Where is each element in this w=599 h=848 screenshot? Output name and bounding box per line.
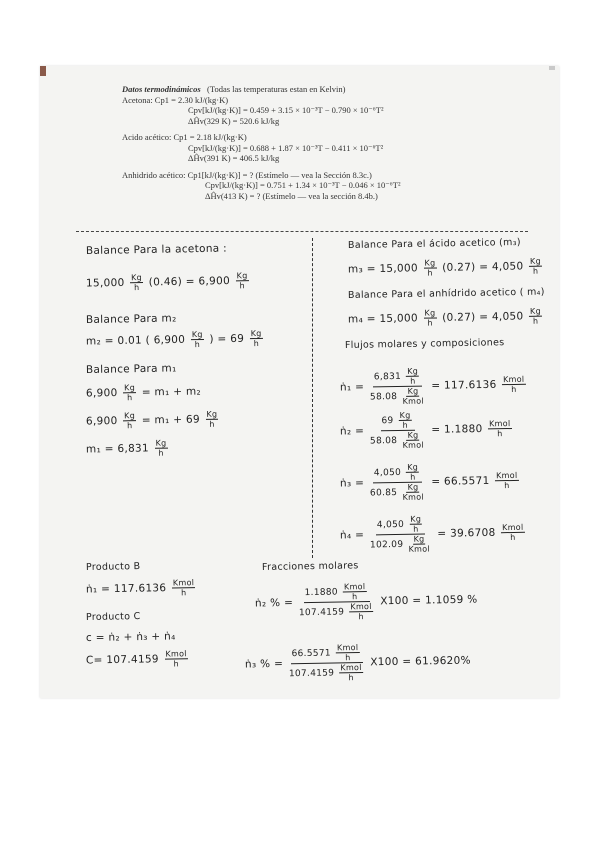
m1-title: Balance Para m₁: [85, 362, 177, 376]
m2-eq: m₂ = 0.01 ( 6,900 $\frac{Kg}{h}$ ) = 69 $\frac{Kg}{h}$: [85, 328, 262, 350]
paper-corner-mark-right: [549, 66, 555, 70]
producto-b-title: Producto B: [85, 561, 141, 573]
column-divider: [312, 238, 313, 558]
n2-pct-eq: ṅ₂ % = 1.1880 $\frac{\text{Kmol}}{h}$ 107.4159 $\frac{\text{Kmol}}{h}$ X100 = 1.1059 %: [254, 582, 478, 622]
producto-c-eq1: c = ṅ₂ + ṅ₃ + ṅ₄: [85, 630, 176, 644]
m1-eq1: 6,900 $\frac{Kg}{h}$ = m₁ + m₂: [85, 383, 202, 403]
acido-cp: Acido acético: Cp1 = 2.18 kJ/(kg·K): [122, 132, 247, 142]
anhidrido-hv: ΔĤv(413 K) = ? (Estímelo — vea la sección 8.4b.): [205, 190, 378, 201]
acido-balance-title: Balance Para el ácido acetico (m₃): [347, 236, 521, 251]
acetona-cpv: Cpv[kJ/(kg·K)] = 0.459 + 3.15 × 10⁻³T − 0.790 × 10⁻⁶T²: [188, 105, 384, 115]
balance-acetona-eq: 15,000 $\frac{Kg}{h}$ (0.46) = 6,900 $\frac{Kg}{h}$: [85, 271, 248, 293]
n4-eq: ṅ₄ = 4,050 $\frac{Kg}{h}$ 102.09 $\frac{Kg}{\text{Kmol}}$ = 39.6708 $\frac{\text{Kmol}}{h}$: [339, 514, 524, 554]
producto-b-eq: ṅ₁ = 117.6136 $\frac{\text{Kmol}}{h}$: [85, 578, 195, 598]
n3-pct-eq: ṅ₃ % = 66.5571 $\frac{\text{Kmol}}{h}$ 107.4159 $\frac{\text{Kmol}}{h}$ X100 = 61.9620%: [244, 643, 471, 683]
fracciones-title: Fracciones molares: [261, 560, 359, 573]
m3-eq: m₃ = 15,000 $\frac{Kg}{h}$ (0.27) = 4,050 $\frac{Kg}{h}$: [347, 256, 542, 278]
m1-eq3: m₁ = 6,831 $\frac{Kg}{h}$: [85, 438, 167, 458]
n1-eq: ṅ₁ = 6,831 $\frac{Kg}{h}$ 58.08 $\frac{Kg}{\text{Kmol}}$ = 117.6136 $\frac{\text{Kmol}}{h}$: [339, 366, 525, 406]
n2-eq: ṅ₂ = 69 $\frac{Kg}{h}$ 58.08 $\frac{Kg}{\text{Kmol}}$ = 1.1880 $\frac{\text{Kmol}}{h}$: [339, 410, 511, 450]
flujos-title: Flujos molares y composiciones: [344, 337, 505, 351]
anhidrido-cpv: Cpv[kJ/(kg·K)] = 0.751 + 1.34 × 10⁻³T − 0.046 × 10⁻⁶T²: [205, 180, 401, 190]
n3-eq: ṅ₃ = 4,050 $\frac{Kg}{h}$ 60.85 $\frac{Kg}{\text{Kmol}}$ = 66.5571 $\frac{\text{Kmol}}{h}$: [339, 462, 518, 502]
producto-c-eq2: C= 107.4159 $\frac{\text{Kmol}}{h}$: [85, 649, 187, 669]
acetona-cp: Acetona: Cp1 = 2.30 kJ/(kg·K): [122, 94, 229, 105]
balance-acetona-title: Balance Para la acetona :: [85, 242, 228, 257]
section-divider-horizontal: [76, 231, 528, 232]
producto-c-title: Producto C: [85, 611, 141, 623]
printed-thermo-data: [122, 84, 482, 201]
paper-corner-mark: [40, 66, 46, 76]
m2-title: Balance Para m₂: [85, 312, 177, 326]
acido-hv: ΔĤv(391 K) = 406.5 kJ/kg: [188, 153, 280, 163]
anhidrido-cp: Anhidrido acético: Cp1[kJ/(kg·K)] = ? (Estímelo — vea la Sección 8.3c.): [122, 169, 372, 180]
acetona-hv: ΔĤv(329 K) = 520.6 kJ/kg: [188, 115, 280, 126]
acido-cpv: Cpv[kJ/(kg·K)] = 0.688 + 1.87 × 10⁻³T − 0.411 × 10⁻⁶T²: [188, 142, 384, 153]
m1-eq2: 6,900 $\frac{Kg}{h}$ = m₁ + 69 $\frac{Kg}{h}$: [85, 409, 218, 431]
printed-note: (Todas las temperaturas estan en Kelvin): [207, 84, 346, 94]
m4-eq: m₄ = 15,000 $\frac{Kg}{h}$ (0.27) = 4,050 $\frac{Kg}{h}$: [347, 306, 542, 328]
anhidrido-balance-title: Balance Para el anhídrido acetico ( m₄): [347, 286, 545, 301]
printed-title: Datos termodinámicos: [122, 84, 201, 94]
